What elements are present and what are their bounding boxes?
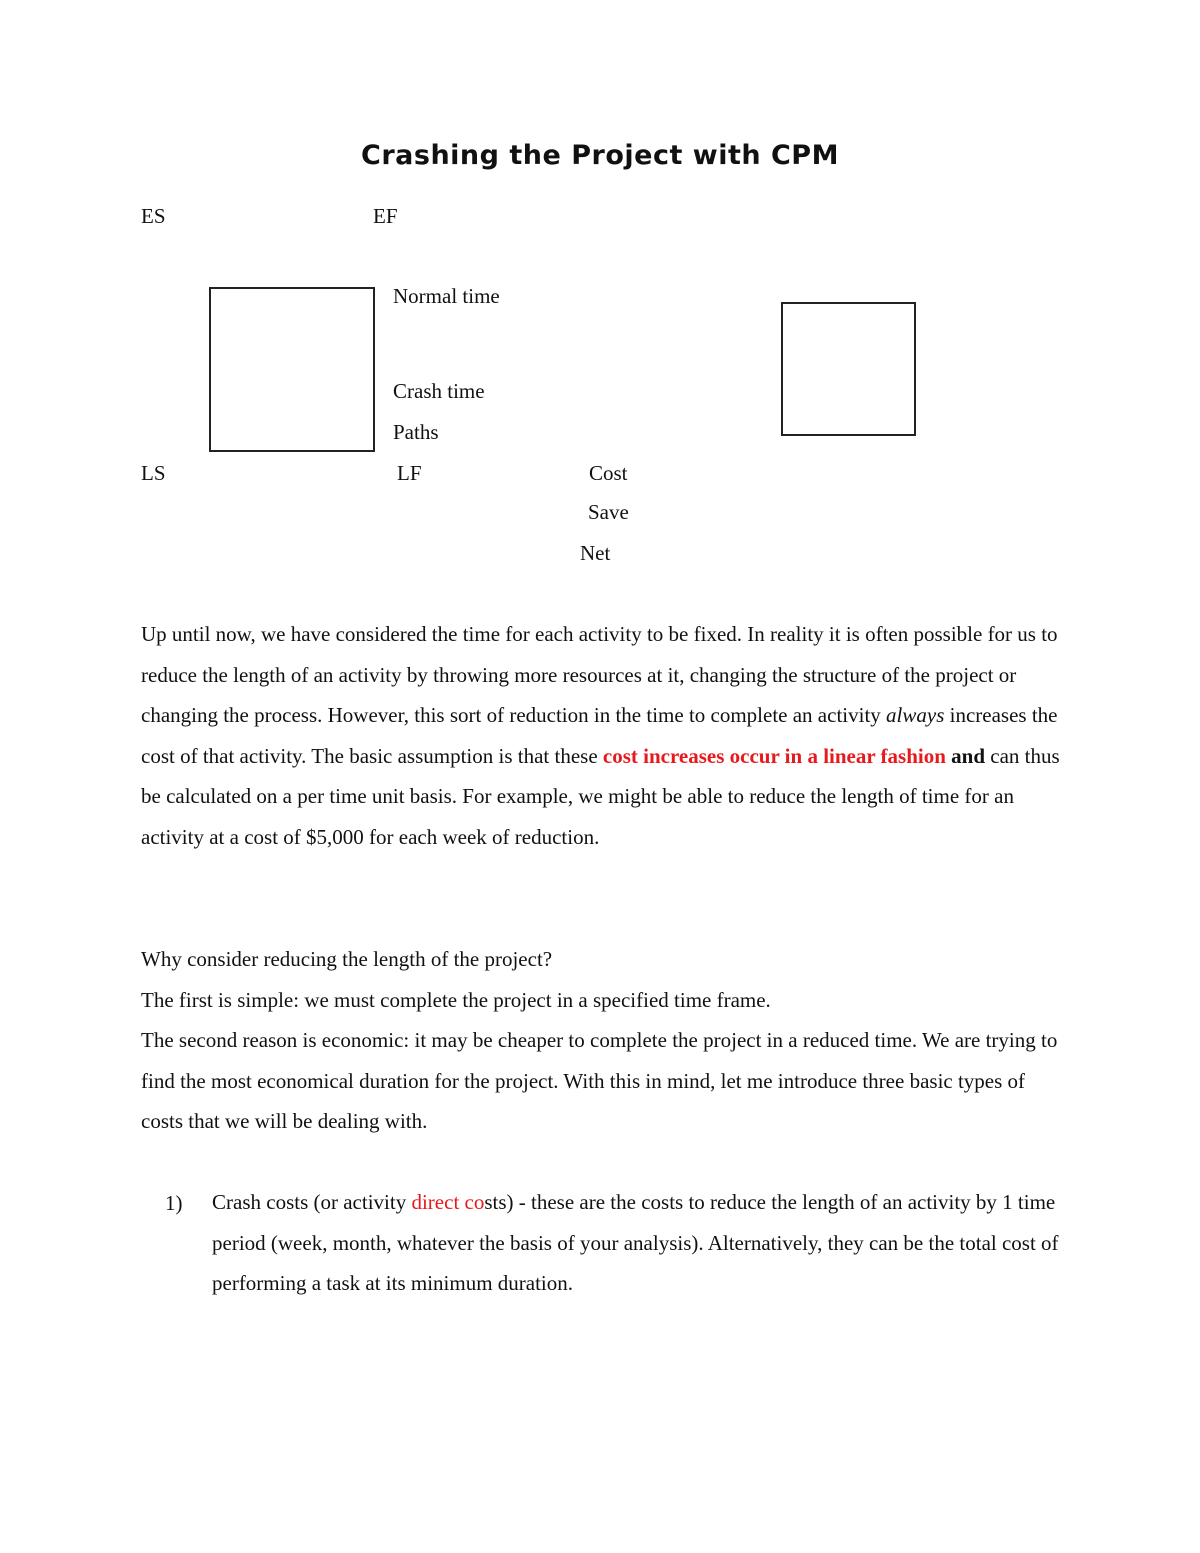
- ef-label: EF: [373, 204, 398, 228]
- list-item-text-b: sts) - these are the costs to reduce the length of an activity by 1 time period (week, month, whatever the basis of your analysis). Alternatively, they can be the total cost of performing a task at its minimum duration.: [212, 1190, 1059, 1296]
- activity-node-box: [209, 287, 375, 452]
- and-emphasis: and: [945, 743, 986, 768]
- direct-costs-highlight: direct co: [411, 1190, 485, 1214]
- always-emphasis: always: [886, 703, 945, 728]
- reason-paragraph: [141, 939, 1071, 1142]
- intro-paragraph: [141, 614, 1071, 858]
- cost-label: Cost: [589, 461, 628, 485]
- net-label: Net: [580, 541, 611, 565]
- reason-question: Why consider reducing the length of the project?: [141, 947, 553, 971]
- normal-time-label: Normal time: [393, 284, 500, 308]
- list-item: [212, 1182, 1072, 1304]
- reason-first: The first is simple: we must complete the project in a specified time frame.: [141, 987, 771, 1012]
- intro-text-1: Up until now, we have considered the time for each activity to be fixed. In reality it is often possible for us to reduce the length of an activity by throwing more resources at it, changing the structure of the project or changing the process. However, this sort of reduction in the time to complete an activity: [141, 622, 1058, 728]
- save-label: Save: [588, 500, 629, 524]
- intro-text-3: can thus be calculated on a per time unit basis. For example, we might be able to reduce the length of time for an activity at a cost of $5,000 for each week of reduction.: [141, 743, 1060, 849]
- ls-label: LS: [141, 461, 166, 485]
- crash-time-label: Crash time: [393, 379, 485, 403]
- list-item-number: 1): [165, 1191, 183, 1215]
- paths-label: Paths: [393, 420, 439, 444]
- reason-second: The second reason is economic: it may be cheaper to complete the project in a reduced time. We are trying to find the most economical duration for the project. With this in mind, let me introduce three basic types of costs that we will be dealing with.: [141, 1028, 1058, 1134]
- linear-cost-highlight: cost increases occur in a linear fashion: [602, 743, 946, 768]
- list-item-text-a: Crash costs (or activity: [212, 1190, 412, 1214]
- es-label: ES: [141, 204, 166, 228]
- lf-label: LF: [397, 461, 422, 485]
- page-title: Crashing the Project with CPM: [361, 140, 839, 171]
- intro-text-2: increases the cost of that activity. The basic assumption is that these: [141, 703, 1058, 768]
- legend-box: [781, 302, 916, 436]
